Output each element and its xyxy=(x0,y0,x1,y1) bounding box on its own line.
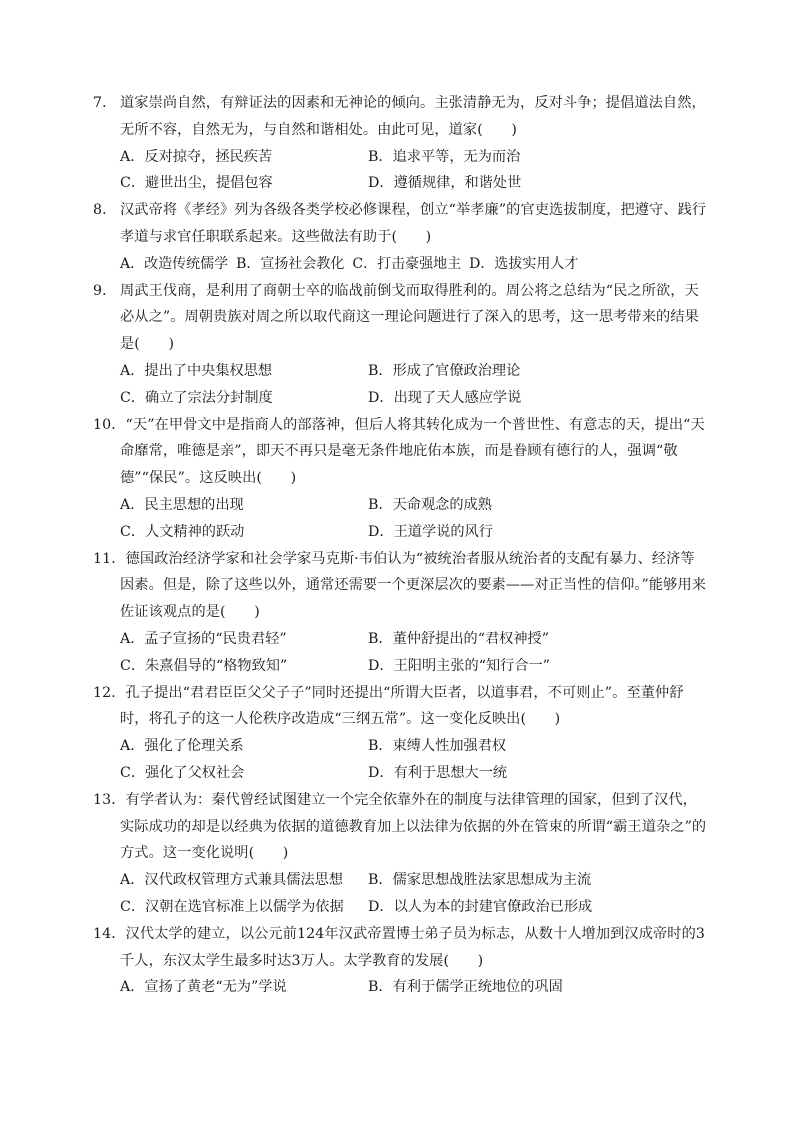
question-7 xyxy=(93,90,707,197)
question-14 xyxy=(93,921,707,1001)
option-a[interactable]: A．民主思想的出现 xyxy=(120,496,244,513)
question-number: 11． xyxy=(93,550,126,567)
question-text: 德国政治经济学家和社会学家马克斯·韦伯认为“被统治者服从统治者的支配有暴力、经济等因素。但是，除了这些以外，通常还需要一个更深层次的要素——对正当性的信仰。”能够用来佐证该观点的是( ) xyxy=(120,550,707,621)
question-13 xyxy=(93,787,707,921)
option-b[interactable]: B．追求平等，无为而治 xyxy=(368,148,521,165)
option-a[interactable]: A．孟子宣扬的“民贵君轻” xyxy=(120,630,287,647)
option-a[interactable]: A．反对掠夺，拯民疾苦 xyxy=(120,148,273,165)
question-number: 13． xyxy=(93,791,126,808)
option-b[interactable]: B．儒家思想战胜法家思想成为主流 xyxy=(368,872,592,889)
option-a[interactable]: A．强化了伦理关系 xyxy=(120,738,244,755)
question-number: 9． xyxy=(93,282,117,299)
question-text: 有学者认为：秦代曾经试图建立一个完全依靠外在的制度与法律管理的国家，但到了汉代，实际成功的却是以经典为依据的道德教育加上以法律为依据的外在管束的所谓“霸王道杂之”的方式。这一变化说明( ) xyxy=(120,791,707,862)
options xyxy=(93,358,707,412)
question-stem xyxy=(93,546,707,626)
options xyxy=(93,492,707,546)
option-c[interactable]: C．人文精神的跃动 xyxy=(120,523,245,540)
option-a[interactable]: A．提出了中央集权思想 xyxy=(120,362,273,379)
question-text: 周武王伐商，是利用了商朝士卒的临战前倒戈而取得胜利的。周公将之总结为“民之所欲，天必从之”。周朝贵族对周之所以取代商这一理论问题进行了深入的思考，这一思考带来的结果是( ) xyxy=(120,282,699,353)
option-a[interactable]: A．改造传统儒学 xyxy=(120,255,229,272)
question-number: 12． xyxy=(93,684,126,701)
option-d[interactable]: D．出现了天人感应学说 xyxy=(368,389,522,406)
option-b[interactable]: B．宣扬社会教化 xyxy=(236,255,345,272)
question-number: 7． xyxy=(93,95,117,111)
options xyxy=(93,974,707,1001)
question-8 xyxy=(93,197,707,277)
option-b[interactable]: B．天命观念的成熟 xyxy=(368,496,492,513)
option-b[interactable]: B．董仲舒提出的“君权神授” xyxy=(368,630,549,647)
question-stem xyxy=(93,921,707,975)
option-d[interactable]: D．选拔实用人才 xyxy=(469,255,579,272)
options xyxy=(93,733,707,787)
option-c[interactable]: C．打击豪强地主 xyxy=(352,255,462,272)
option-c[interactable]: C．汉朝在选官标准上以儒学为依据 xyxy=(120,898,344,915)
options xyxy=(93,251,707,278)
question-12 xyxy=(93,680,707,787)
option-c[interactable]: C．强化了父权社会 xyxy=(120,764,245,781)
question-stem xyxy=(93,278,707,358)
question-text: 汉武帝将《孝经》列为各级各类学校必修课程，创立“举孝廉”的官吏选拔制度，把遵守、践行孝道与求官任职联系起来。这些做法有助于( ) xyxy=(120,202,707,245)
question-number: 14． xyxy=(93,925,126,942)
options xyxy=(93,626,707,680)
question-stem xyxy=(93,787,707,867)
option-d[interactable]: D．有利于思想大一统 xyxy=(368,764,508,781)
option-d[interactable]: D．王阳明主张的“知行合一” xyxy=(368,657,550,674)
question-9 xyxy=(93,278,707,412)
question-stem xyxy=(93,197,707,251)
question-stem xyxy=(93,90,707,144)
question-stem xyxy=(93,412,707,492)
question-text: 汉代太学的建立，以公元前124年汉武帝置博士弟子员为标志，从数十人增加到汉成帝时的3千人，东汉太学生最多时达3万人。太学教育的发展( ) xyxy=(120,925,705,969)
option-b[interactable]: B．束缚人性加强君权 xyxy=(368,738,507,755)
option-c[interactable]: C．确立了宗法分封制度 xyxy=(120,389,273,406)
options xyxy=(93,144,707,198)
question-stem xyxy=(93,680,707,734)
question-text: “天”在甲骨文中是指商人的部落神，但后人将其转化成为一个普世性、有意志的天，提出“天命靡常，唯德是亲”，即天不再只是毫无条件地庇佑本族，而是眷顾有德行的人，强调“敬德”“保民”。这反映出( ) xyxy=(120,416,705,487)
option-b[interactable]: B．有利于儒学正统地位的巩固 xyxy=(368,979,563,996)
option-a[interactable]: A．宣扬了黄老“无为”学说 xyxy=(120,979,287,996)
option-c[interactable]: C．朱熹倡导的“格物致知” xyxy=(120,657,288,674)
question-text: 孔子提出“君君臣臣父父子子”同时还提出“所谓大臣者，以道事君，不可则止”。至董仲舒时，将孔子的这一人伦秩序改造成“三纲五常”。这一变化反映出( ) xyxy=(120,684,684,728)
question-11 xyxy=(93,546,707,680)
option-c[interactable]: C．避世出尘，提倡包容 xyxy=(120,175,273,192)
option-d[interactable]: D．遵循规律，和谐处世 xyxy=(368,175,522,192)
options xyxy=(93,867,707,921)
option-d[interactable]: D．以人为本的封建官僚政治已形成 xyxy=(368,898,593,915)
option-a[interactable]: A．汉代政权管理方式兼具儒法思想 xyxy=(120,872,344,889)
question-number: 10． xyxy=(93,416,126,433)
option-d[interactable]: D．王道学说的风行 xyxy=(368,523,493,540)
question-text: 道家崇尚自然，有辩证法的因素和无神论的倾向。主张清静无为，反对斗争；提倡道法自然，无所不容，自然无为，与自然和谐相处。由此可见，道家( ) xyxy=(120,95,706,138)
question-10 xyxy=(93,412,707,546)
question-number: 8． xyxy=(93,202,117,219)
option-b[interactable]: B．形成了官僚政治理论 xyxy=(368,362,521,379)
